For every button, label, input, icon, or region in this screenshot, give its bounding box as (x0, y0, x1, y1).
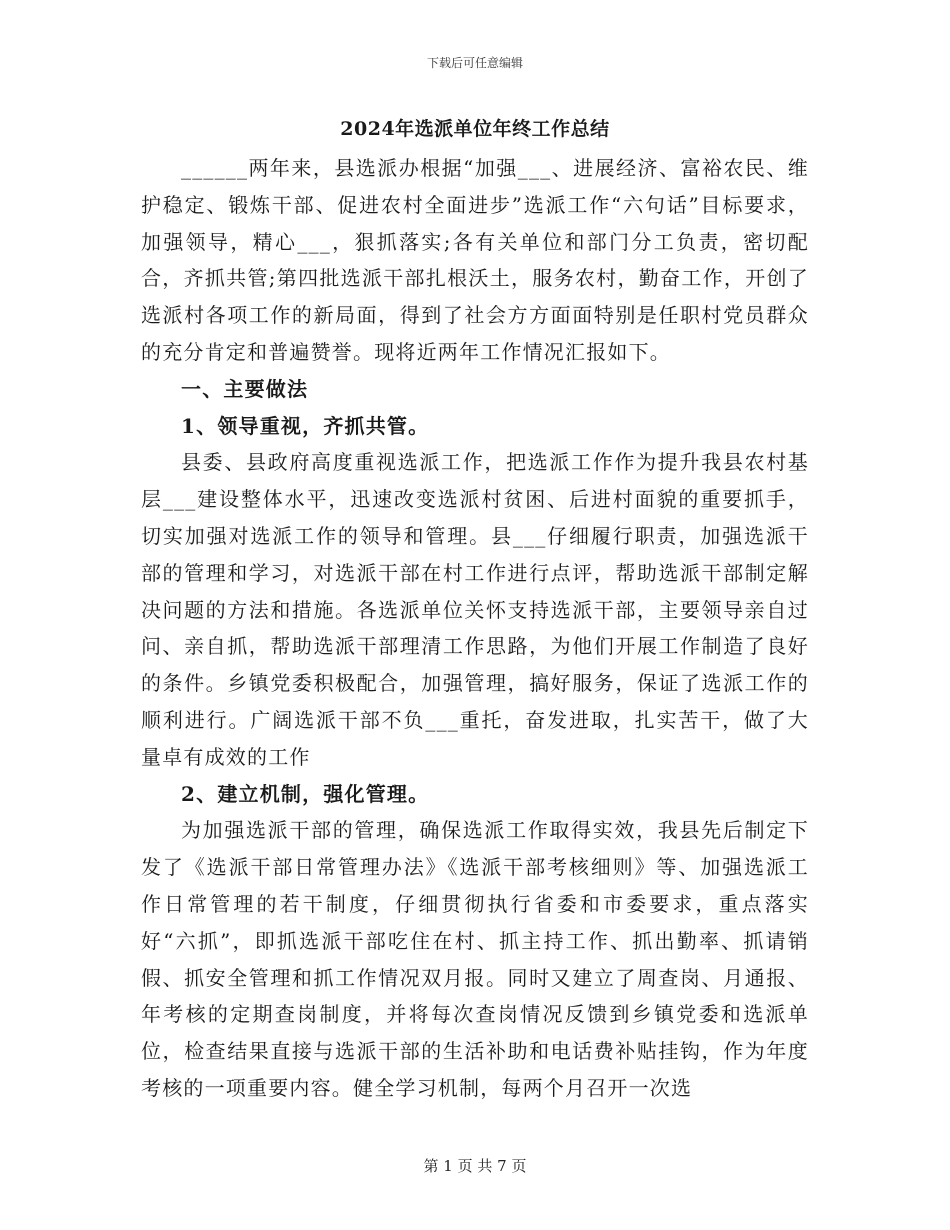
document-title: 2024年选派单位年终工作总结 (340, 118, 610, 140)
page-header-note: 下载后可任意编辑 (426, 56, 523, 70)
mechanism-paragraph: 为加强选派干部的管理，确保选派工作取得实效，我县先后制定下发了《选派干部日常管理办法》《选派干部考核细则》等、加强选派工作日常管理的若干制度，仔细贯彻执行省委和市委要求，重点落实好“六抓”，即抓选派干部吃住在村、抓主持工作、抓出勤率、抓请销假、抓安全管理和抓工作情况双月报。同时又建立了周查岗、月通报、年考核的定期查岗制度，并将每次查岗情况反馈到乡镇党委和选派单位，检查结果直接与选派干部的生活补助和电话费补贴挂钩，作为年度考核的一项重要内容。健全学习机制，每两个月召开一次选 (141, 818, 809, 1100)
subsection-heading-leadership: 1、领导重视，齐抓共管。 (181, 413, 430, 438)
intro-paragraph: ______两年来，县选派办根据“加强___、进展经济、富裕农民、维护稳定、锻炼干部、促进农村全面进步”选派工作“六句话”目标要求，加强领导，精心___，狠抓落实;各有关单位和部门分工负责，密切配合，齐抓共管;第四批选派干部扎根沃土，服务农村，勤奋工作，开创了选派村各项工作的新局面，得到了社会方方面面特别是任职村党员群众的充分肯定和普遍赞誉。现将近两年工作情况汇报如下。 (141, 156, 809, 364)
leadership-paragraph: 县委、县政府高度重视选派工作，把选派工作作为提升我县农村基层___建设整体水平，迅速改变选派村贫困、后进村面貌的重要抓手，切实加强对选派工作的领导和管理。县___仔细履行职责，加强选派干部的管理和学习，对选派干部在村工作进行点评，帮助选派干部制定解决问题的方法和措施。各选派单位关怀支持选派干部，主要领导亲自过问、亲自抓，帮助选派干部理清工作思路，为他们开展工作制造了良好的条件。乡镇党委积极配合，加强管理，搞好服务，保证了选派工作的顺利进行。广阔选派干部不负___重托，奋发进取，扎实苦干，做了大量卓有成效的工作 (141, 450, 809, 769)
section-heading-main-practices: 一、主要做法 (181, 376, 309, 401)
document-body (141, 150, 809, 1107)
subsection-heading-mechanism: 2、建立机制，强化管理。 (181, 781, 430, 806)
page-number: 第 1 页 共 7 页 (423, 1157, 527, 1175)
